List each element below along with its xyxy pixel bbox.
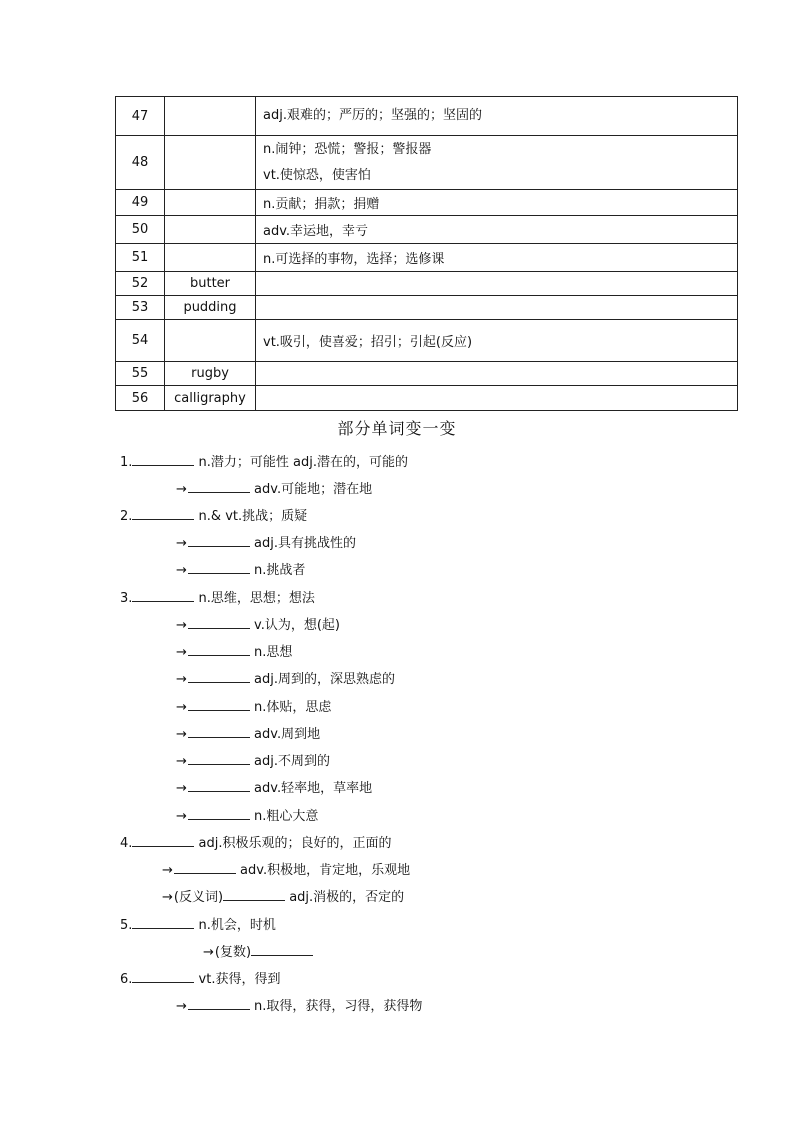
table-row	[116, 320, 738, 362]
row-number: 55	[116, 362, 165, 386]
table-row	[116, 272, 738, 296]
arrow-icon: →	[176, 781, 187, 796]
answer-blank[interactable]	[188, 559, 250, 574]
item-number: 6.	[120, 972, 133, 987]
row-definition: adv.幸运地，幸亏	[256, 216, 738, 244]
exercise-line	[176, 696, 331, 716]
item-meaning: adj.积极乐观的；良好的，正面的	[198, 836, 392, 851]
item-number: 3.	[120, 591, 133, 606]
table-row	[116, 216, 738, 244]
row-number: 56	[116, 386, 165, 411]
answer-blank[interactable]	[174, 859, 236, 874]
answer-blank[interactable]	[188, 995, 250, 1010]
row-word	[165, 136, 256, 190]
answer-blank[interactable]	[188, 614, 250, 629]
exercise-line	[176, 559, 305, 579]
exercise-line	[162, 886, 404, 906]
antonym-label: (反义词)	[173, 890, 224, 905]
answer-blank[interactable]	[188, 777, 250, 792]
item-meaning: adj.周到的，深思熟虑的	[254, 672, 396, 687]
item-meaning: n.思想	[254, 645, 293, 660]
exercise-line	[120, 968, 280, 988]
item-meaning: n.& vt.挑战；质疑	[198, 509, 308, 524]
answer-blank[interactable]	[132, 914, 194, 929]
exercise-line	[176, 614, 340, 634]
exercise-line	[203, 941, 313, 961]
row-definition	[256, 296, 738, 320]
table-row	[116, 362, 738, 386]
table-row	[116, 190, 738, 216]
item-meaning: n.取得，获得，习得，获得物	[254, 999, 423, 1014]
arrow-icon: →	[176, 482, 187, 497]
answer-blank[interactable]	[188, 723, 250, 738]
row-number: 48	[116, 136, 165, 190]
arrow-icon: →	[176, 999, 187, 1014]
item-number: 2.	[120, 509, 133, 524]
row-number: 50	[116, 216, 165, 244]
item-meaning: adj.具有挑战性的	[254, 536, 357, 551]
row-word	[165, 244, 256, 272]
exercise-line	[176, 641, 292, 661]
item-meaning: adj.消极的，否定的	[289, 890, 405, 905]
exercise-line	[176, 478, 372, 498]
answer-blank[interactable]	[132, 451, 194, 466]
definition-line: vt.使惊恐，使害怕	[263, 167, 371, 183]
row-number: 49	[116, 190, 165, 216]
row-number: 54	[116, 320, 165, 362]
arrow-icon: →	[203, 945, 214, 960]
row-word	[165, 190, 256, 216]
exercise-line	[120, 587, 315, 607]
item-meaning: adj.不周到的	[254, 754, 331, 769]
item-number: 4.	[120, 836, 133, 851]
exercise-line	[176, 750, 330, 770]
answer-blank[interactable]	[188, 805, 250, 820]
exercise-line	[120, 505, 307, 525]
row-definition	[256, 386, 738, 411]
arrow-icon: →	[176, 536, 187, 551]
arrow-icon: →	[176, 618, 187, 633]
answer-blank[interactable]	[132, 832, 194, 847]
item-meaning: n.潜力；可能性 adj.潜在的，可能的	[198, 455, 409, 470]
definition-line: n.闹钟；恐慌；警报；警报器	[263, 141, 432, 157]
item-number: 5.	[120, 918, 133, 933]
item-number: 1.	[120, 455, 133, 470]
row-definition	[256, 136, 738, 190]
item-meaning: adv.周到地	[254, 727, 321, 742]
row-word	[165, 97, 256, 136]
item-meaning: v.认为，想(起)	[254, 618, 341, 633]
answer-blank[interactable]	[132, 505, 194, 520]
row-definition	[256, 362, 738, 386]
row-number: 52	[116, 272, 165, 296]
row-definition	[256, 272, 738, 296]
item-meaning: n.体贴，思虑	[254, 700, 332, 715]
exercise-line	[176, 995, 422, 1015]
exercise-line	[162, 859, 410, 879]
answer-blank[interactable]	[188, 668, 250, 683]
exercise-line	[176, 805, 318, 825]
item-meaning: adv.可能地；潜在地	[254, 482, 373, 497]
item-meaning: n.挑战者	[254, 563, 306, 578]
row-word	[165, 320, 256, 362]
item-meaning: n.粗心大意	[254, 809, 319, 824]
row-word: rugby	[165, 362, 256, 386]
item-meaning: adv.积极地，肯定地，乐观地	[240, 863, 411, 878]
row-definition: n.贡献；捐款；捐赠	[256, 190, 738, 216]
answer-blank[interactable]	[188, 696, 250, 711]
arrow-icon: →	[176, 754, 187, 769]
table-row	[116, 136, 738, 190]
answer-blank[interactable]	[188, 478, 250, 493]
row-definition: vt.吸引，使喜爱；招引；引起(反应)	[256, 320, 738, 362]
row-definition: n.可选择的事物，选择；选修课	[256, 244, 738, 272]
row-word	[165, 216, 256, 244]
answer-blank[interactable]	[132, 968, 194, 983]
arrow-icon: →	[176, 645, 187, 660]
arrow-icon: →	[176, 700, 187, 715]
row-number: 53	[116, 296, 165, 320]
exercise-line	[176, 532, 356, 552]
item-meaning: n.思维，思想；想法	[198, 591, 315, 606]
answer-blank[interactable]	[223, 886, 285, 901]
arrow-icon: →	[162, 863, 173, 878]
row-word: butter	[165, 272, 256, 296]
table-row	[116, 97, 738, 136]
row-word: calligraphy	[165, 386, 256, 411]
item-meaning: adv.轻率地，草率地	[254, 781, 373, 796]
answer-blank[interactable]	[188, 532, 250, 547]
exercise-line	[120, 832, 392, 852]
exercise-line	[176, 777, 372, 797]
row-word: pudding	[165, 296, 256, 320]
section-title: 部分单词变一变	[337, 419, 457, 438]
table-row	[116, 386, 738, 411]
table-row	[116, 296, 738, 320]
plural-label: (复数)	[214, 945, 252, 960]
row-number: 51	[116, 244, 165, 272]
answer-blank[interactable]	[251, 941, 313, 956]
arrow-icon: →	[162, 890, 173, 905]
exercise-line	[176, 723, 320, 743]
row-definition	[256, 97, 738, 136]
vocab-table	[115, 96, 738, 411]
answer-blank[interactable]	[132, 587, 194, 602]
arrow-icon: →	[176, 672, 187, 687]
exercise-line	[120, 914, 276, 934]
arrow-icon: →	[176, 563, 187, 578]
exercise-line	[120, 451, 408, 471]
answer-blank[interactable]	[188, 641, 250, 656]
item-meaning: vt.获得，得到	[198, 972, 281, 987]
item-meaning: n.机会，时机	[198, 918, 276, 933]
row-number: 47	[116, 97, 165, 136]
table-row	[116, 244, 738, 272]
definition-line: adj.艰难的；严厉的；坚强的；坚固的	[263, 108, 482, 123]
arrow-icon: →	[176, 727, 187, 742]
exercise-line	[176, 668, 395, 688]
arrow-icon: →	[176, 809, 187, 824]
answer-blank[interactable]	[188, 750, 250, 765]
